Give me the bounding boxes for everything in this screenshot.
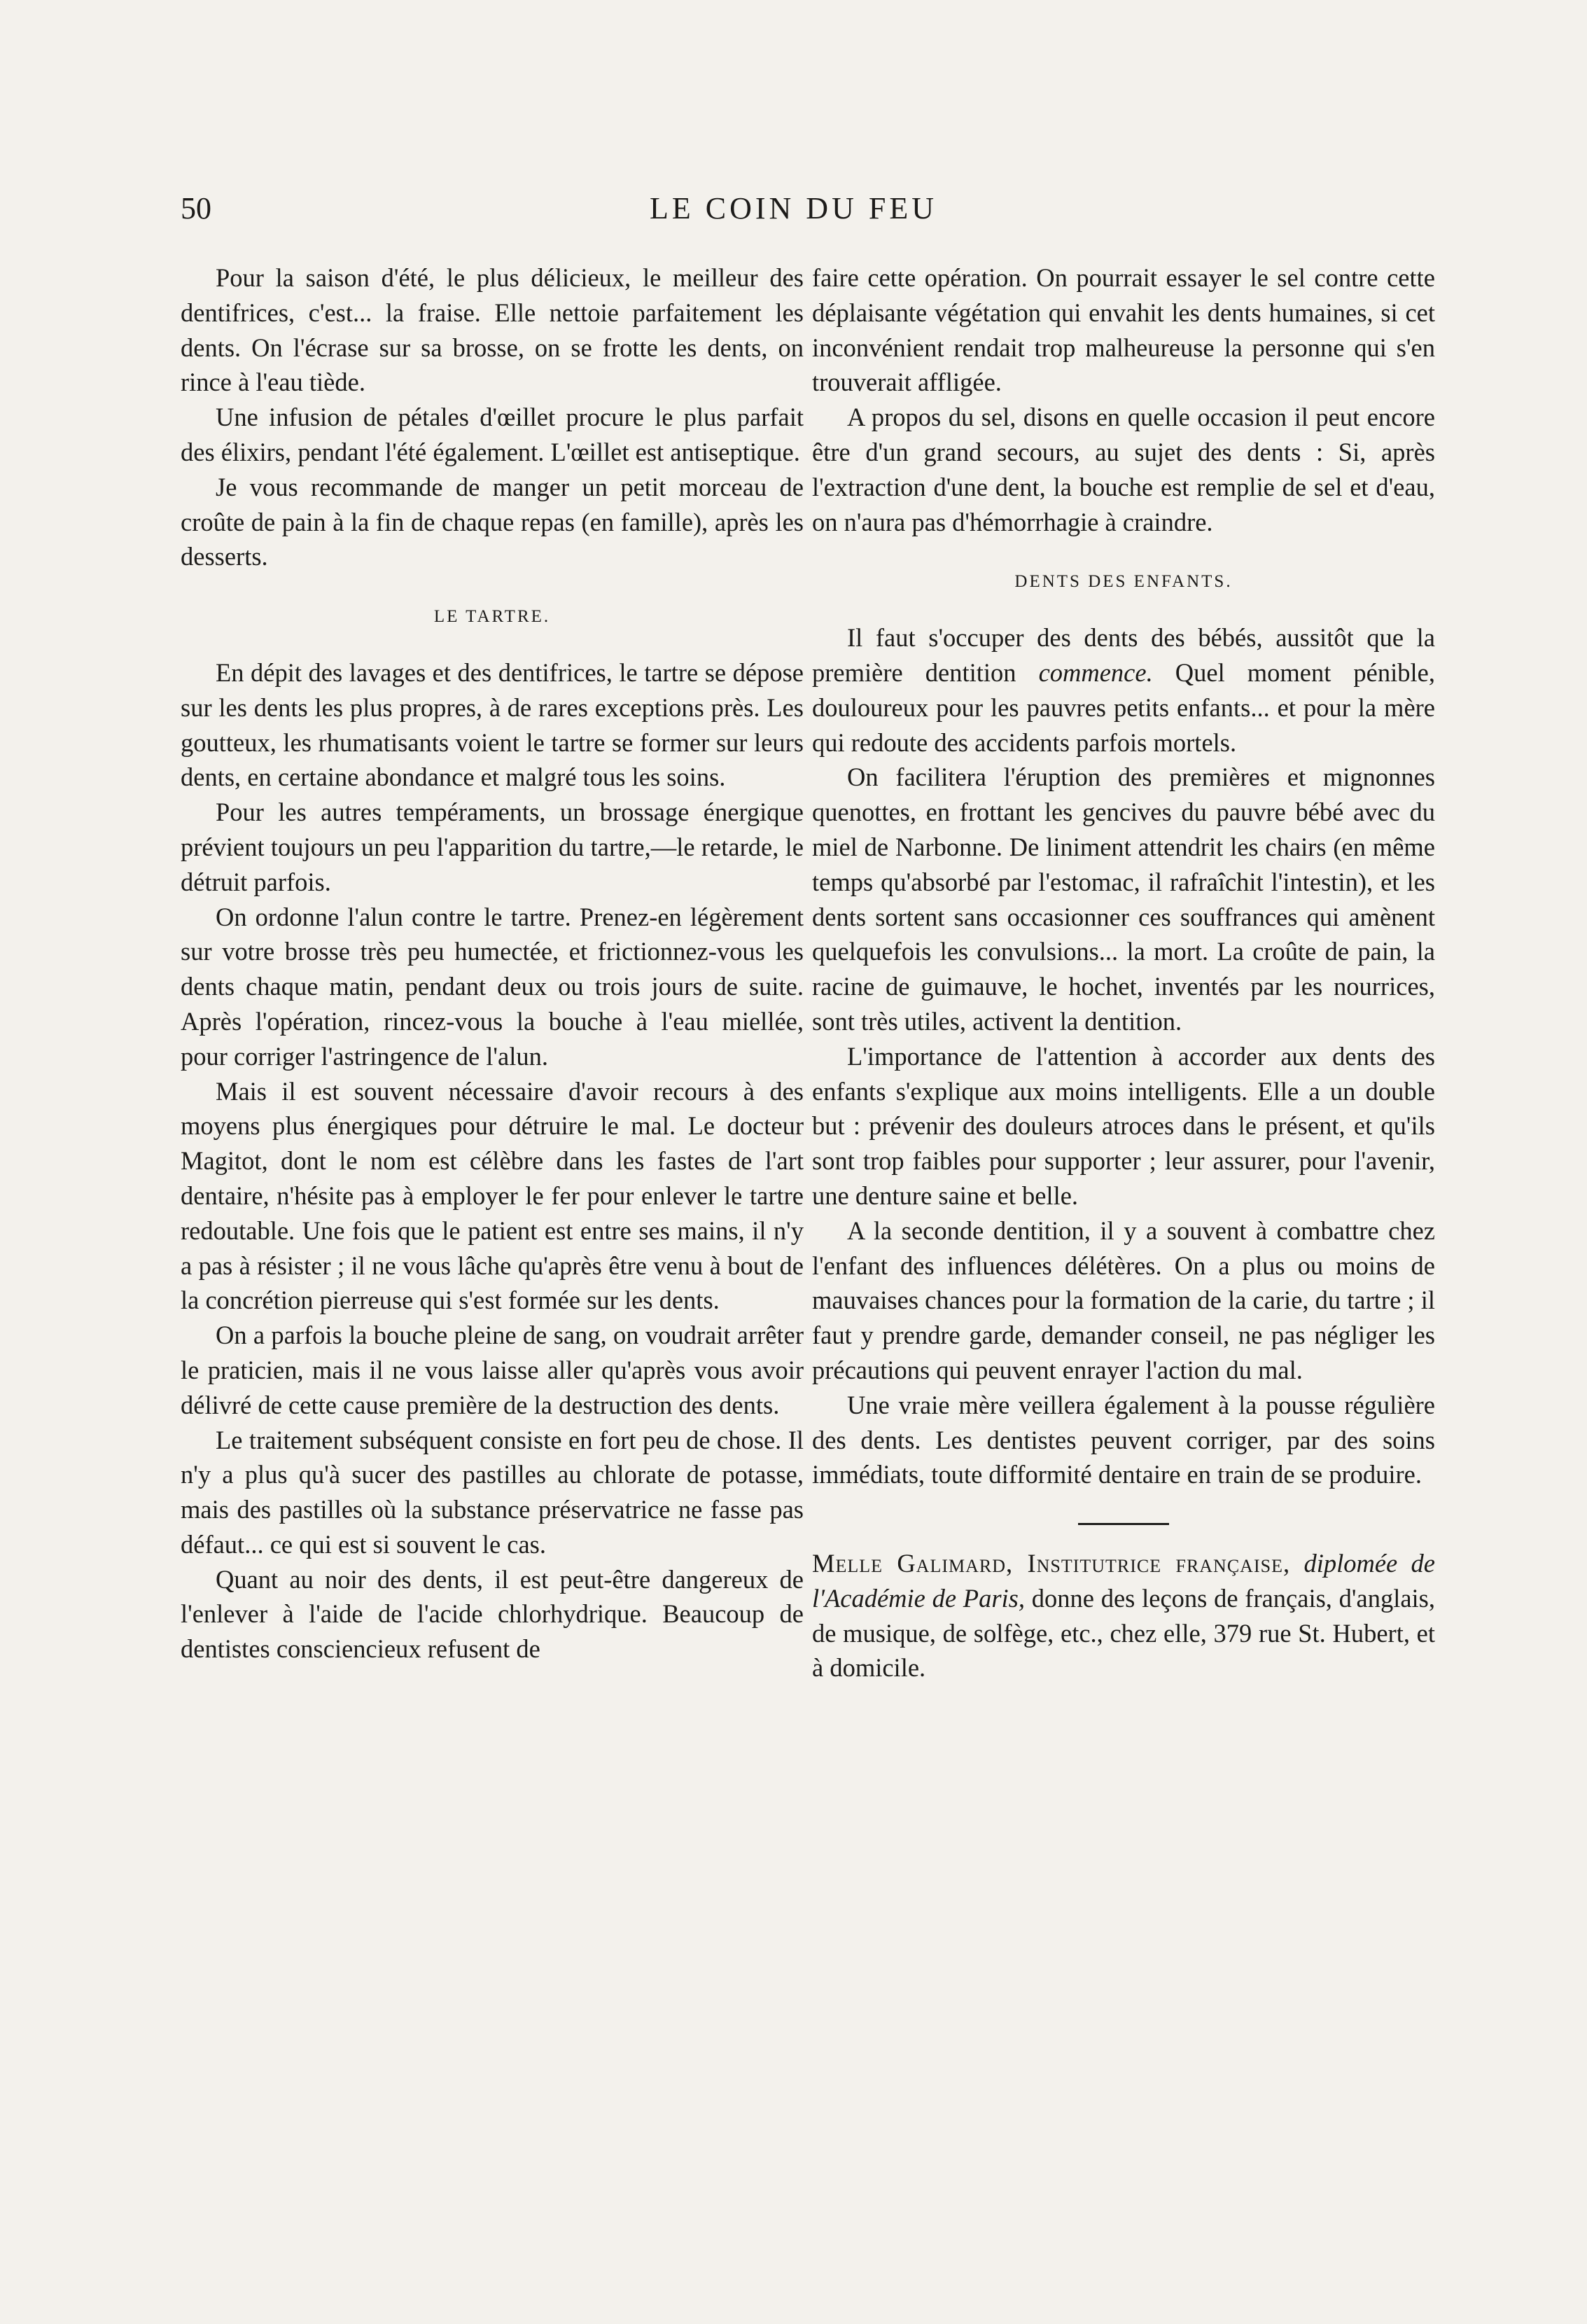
paragraph: Je vous recommande de manger un petit morceau de croûte de pain à la fin de chaque repas (en famille), après les desserts. — [181, 472, 804, 571]
page-header — [0, 190, 1587, 232]
paragraph: On a parfois la bouche pleine de sang, on voudrait arrêter le praticien, mais il ne vous laisse aller qu'après vous avoir délivré de cette cause première de la destruction des dents. — [181, 1321, 804, 1419]
section-heading-dents-des-enfants: DENTS DES ENFANTS. — [1014, 572, 1233, 592]
section-heading-tartre: LE TARTRE. — [433, 607, 551, 627]
paragraph: On ordonne l'alun contre le tartre. Prenez-en légèrement sur votre brosse très peu humectée, et frictionnez-vous les dents chaque matin, pendant deux ou trois jours de suite. Après l'opération, rincez-vous la bouche à l'eau miellée, pour corriger l'astringence de l'alun. — [181, 902, 804, 1071]
paragraph: Une vraie mère veillera également à la pousse régulière des dents. Les dentistes peuvent corriger, par des soins immédiats, toute difformité dentaire en train de se produire. — [812, 1390, 1435, 1489]
paragraph-text: Il faut s'occuper des dents des bébés, aussitôt que la première dentition — [812, 623, 1435, 687]
paragraph: A la seconde dentition, il y a souvent à combattre chez l'enfant des influences délétères. On a plus ou moins de mauvaises chances pour la formation de la carie, du tartre ; il faut y prendre garde, demander conseil, ne pas négliger les précautions qui peuvent enrayer l'action du mal. — [812, 1216, 1435, 1384]
running-title: LE COIN DU FEU — [650, 191, 937, 225]
notice-text: donne des leçons de français, d'anglais, de musique, de solfège, etc., chez elle, 379 rue St. Hubert, et à domicile. — [812, 1583, 1436, 1683]
paragraph: Pour la saison d'été, le plus délicieux, le meilleur des dentifrices, c'est... la fraise. Elle nettoie parfaitement les dents. On l'écrase sur sa brosse, on se frotte les dents, on rince à l'eau tiède. — [181, 263, 804, 397]
paragraph: Mais il est souvent nécessaire d'avoir recours à des moyens plus énergiques pour détruire le mal. Le docteur Magitot, dont le nom est célèbre dans les fastes de l'art dentaire, n'hésite pas à employer le fer pour enlever le tartre redoutable. Une fois que le patient est entre ses mains, il n'y a pas à résister ; il ne vous lâche qu'après être venu à bout de la concrétion pierreuse qui s'est formée sur les dents. — [181, 1076, 804, 1315]
paragraph: Le traitement subséquent consiste en fort peu de chose. Il n'y a plus qu'à sucer des pastilles au chlorate de potasse, mais des pastilles où la substance préservatrice ne fasse pas défaut... ce qui est si souvent le cas. — [181, 1425, 804, 1559]
right-column — [812, 260, 1435, 1685]
paragraph: A propos du sel, disons en quelle occasion il peut encore être d'un grand secours, au sujet des dents : Si, après l'extraction d'une dent, la bouche est remplie de sel et d'eau, on n'aura pas d'hémorrhagie à craindre. — [812, 403, 1435, 536]
emphasized-word: commence. — [1038, 657, 1153, 687]
paragraph: Une infusion de pétales d'œillet procure le plus parfait des élixirs, pendant l'été également. L'œillet est antiseptique. — [181, 403, 804, 466]
paragraph: L'importance de l'attention à accorder aux dents des enfants s'explique aux moins intelligents. Elle a un double but : prévenir des douleurs atroces dans le présent, et qu'ils sont trop faibles pour supporter ; leur assurer, pour l'avenir, une denture saine et belle. — [812, 1041, 1435, 1210]
paragraph: En dépit des lavages et des dentifrices, le tartre se dépose sur les dents les plus propres, à de rares exceptions près. Les goutteux, les rhumatisants voient le tartre se former sur leurs dents, en certaine abondance et malgré tous les soins. — [181, 657, 804, 792]
page-number: 50 — [181, 191, 211, 225]
paragraph: Quant au noir des dents, il est peut-être dangereux de l'enlever à l'aide de l'acide chlorhydrique. Beaucoup de dentistes consciencieux refusent de — [181, 1564, 804, 1664]
notice-name: Melle Galimard, Institutrice française, — [812, 1549, 1291, 1578]
left-column — [181, 260, 804, 1667]
paragraph-text: Quel moment pénible, douloureux pour les pauvres petits enfants... et pour la mère qui redoute des accidents parfois mortels. — [812, 657, 1435, 757]
paragraph — [812, 620, 1435, 760]
notice-credential: diplomée de l'Académie de Paris, — [812, 1549, 1436, 1613]
divider — [1078, 1523, 1169, 1525]
paragraph: faire cette opération. On pourrait essayer le sel contre cette déplaisante végétation qui envahit les dents humaines, si cet inconvénient rendait trop malheureuse la personne qui s'en trouverait affligée. — [812, 263, 1435, 397]
advertisement-notice — [812, 1546, 1435, 1685]
paragraph: On facilitera l'éruption des premières et mignonnes quenottes, en frottant les gencives du pauvre bébé avec du miel de Narbonne. De liniment attendrit les chairs (en même temps qu'absorbé par l'estomac, il rafraîchit l'intestin), et les dents sortent sans occasionner ces souffrances qui amènent quelquefois les convulsions... la mort. La croûte de pain, la racine de guimauve, le hochet, inventés par les nourrices, sont très utiles, activent la dentition. — [812, 763, 1435, 1036]
paragraph: Pour les autres tempéraments, un brossage énergique prévient toujours un peu l'apparition du tartre,—le retarde, le détruit parfois. — [181, 798, 804, 896]
